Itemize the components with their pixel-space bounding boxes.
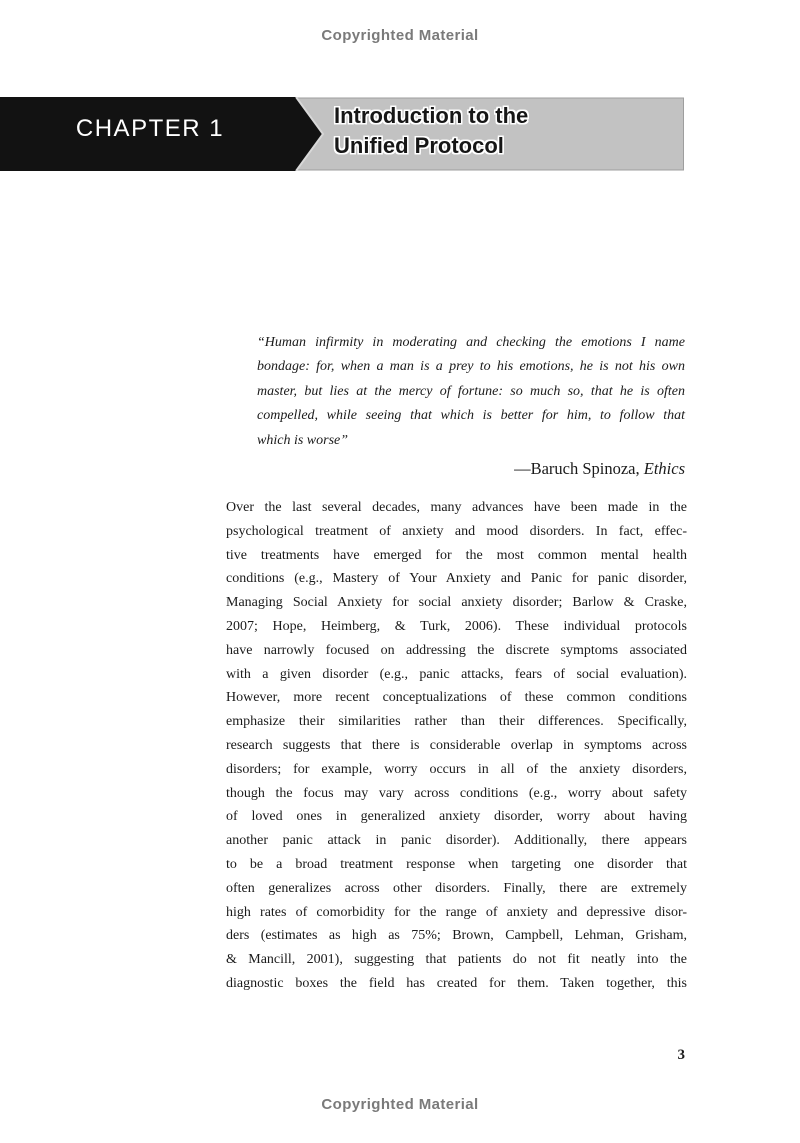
body-line: & Mancill, 2001), suggesting that patients do not fit neatly into the	[226, 952, 687, 968]
body-line: have narrowly focused on addressing the discrete symptoms associated	[226, 642, 687, 658]
body-line: 2007; Hope, Heimberg, & Turk, 2006). These individual protocols	[226, 618, 687, 634]
body-line: disorders; for example, worry occurs in all of the anxiety disorders,	[226, 761, 687, 777]
quote-line: which is worse”	[257, 432, 349, 448]
body-paragraph	[226, 496, 687, 996]
quote-line: compelled, while seeing that which is better for him, to follow that	[257, 408, 685, 424]
body-line: However, more recent conceptualizations of these common conditions	[226, 690, 687, 706]
body-line: psychological treatment of anxiety and mood disorders. In fact, effec-	[226, 523, 687, 539]
body-line: to be a broad treatment response when targeting one disorder that	[226, 856, 687, 872]
body-line: emphasize their similarities rather than their differences. Specifically,	[226, 714, 687, 730]
copyright-notice-top: Copyrighted Material	[321, 27, 479, 44]
body-line: high rates of comorbidity for the range of anxiety and depressive disor-	[226, 904, 687, 920]
chapter-title-line2: Unified Protocol	[334, 133, 504, 158]
page-number: 3	[677, 1047, 685, 1063]
copyright-notice-bottom: Copyrighted Material	[321, 1096, 479, 1113]
body-line: though the focus may vary across conditions (e.g., worry about safety	[226, 785, 687, 801]
body-line: tive treatments have emerged for the most common mental health	[226, 547, 687, 563]
chapter-number-label: CHAPTER 1	[75, 115, 225, 142]
quote-attribution-work: Ethics	[643, 459, 685, 478]
body-line: with a given disorder (e.g., panic attacks, fears of social evaluation).	[226, 666, 687, 682]
epigraph-quote	[257, 331, 685, 453]
chapter-title	[334, 101, 684, 161]
quote-attribution-author: —Baruch Spinoza,	[514, 459, 644, 478]
quote-line: “Human infirmity in moderating and checking the emotions I name	[257, 335, 685, 350]
body-line: ders (estimates as high as 75%; Brown, Campbell, Lehman, Grisham,	[226, 928, 687, 944]
body-line: often generalizes across other disorders. Finally, there are extremely	[226, 880, 687, 896]
body-line: diagnostic boxes the field has created for them. Taken together, this	[226, 975, 687, 991]
body-line: Over the last several decades, many advances have been made in the	[226, 500, 687, 515]
quote-line: bondage: for, when a man is a prey to his emotions, he is not his own	[257, 359, 685, 375]
body-line: conditions (e.g., Mastery of Your Anxiety and Panic for panic disorder,	[226, 571, 687, 587]
quote-attribution	[257, 459, 685, 479]
body-line: research suggests that there is considerable overlap in symptoms across	[226, 737, 687, 753]
chapter-title-line1: Introduction to the	[334, 103, 529, 128]
body-line: Managing Social Anxiety for social anxiety disorder; Barlow & Craske,	[226, 595, 687, 611]
quote-line: master, but lies at the mercy of fortune: so much so, that he is often	[257, 383, 685, 399]
body-line: another panic attack in panic disorder). Additionally, there appears	[226, 833, 687, 849]
body-line: of loved ones in generalized anxiety disorder, worry about having	[226, 809, 687, 825]
